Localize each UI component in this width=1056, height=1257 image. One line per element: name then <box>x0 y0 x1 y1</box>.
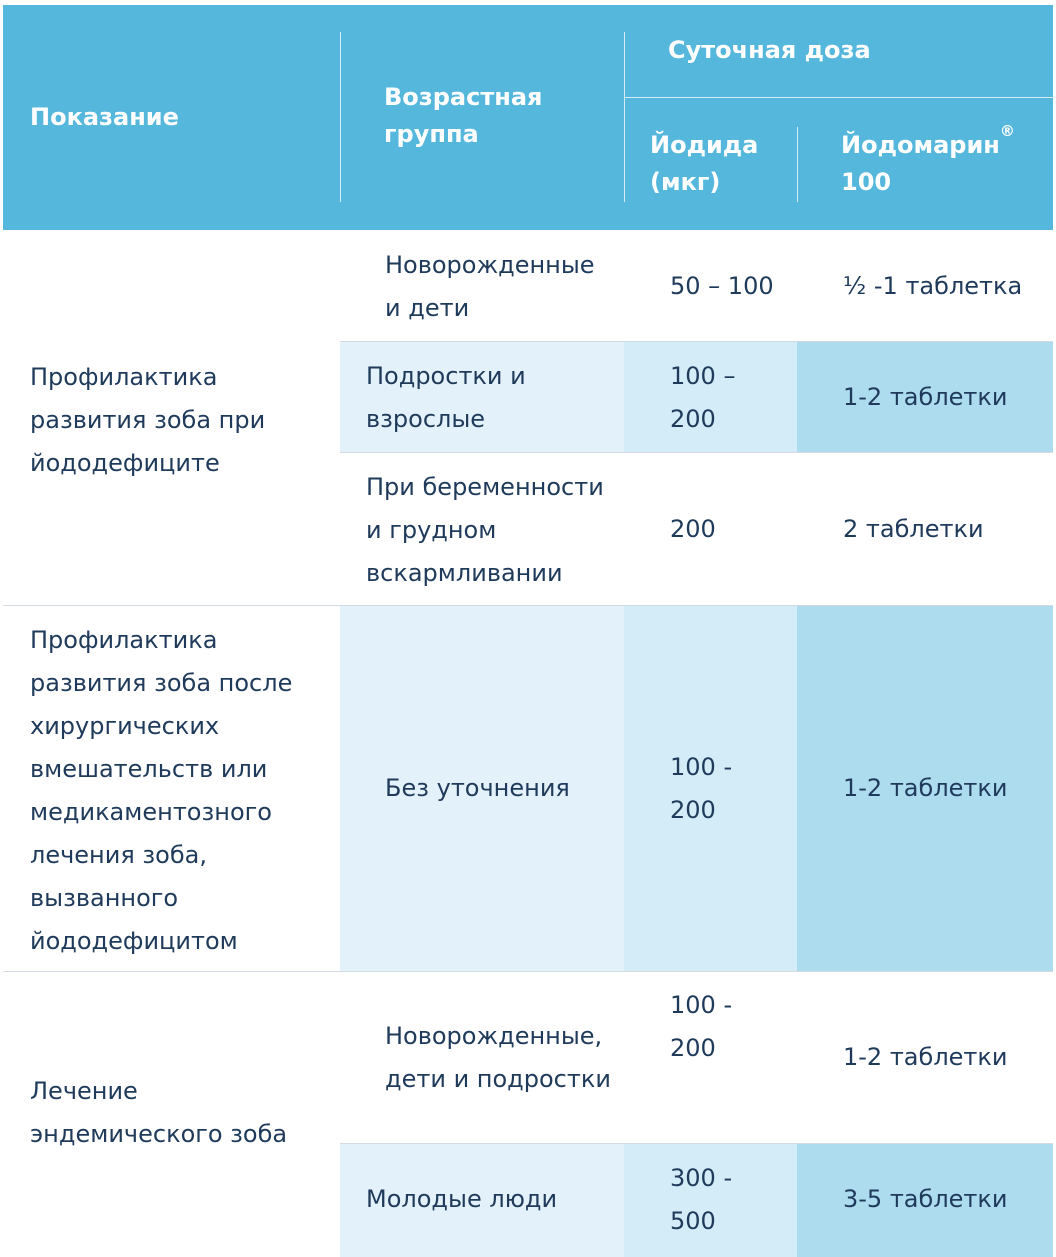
header-daily-dose: Суточная доза <box>668 36 871 64</box>
dose-cell: 1-2 таблетки <box>843 774 1008 802</box>
header-iodomarin: Йодомарин® 100 <box>841 122 1015 196</box>
indication-cell: Лечение эндемического зоба <box>30 1077 288 1148</box>
table-header <box>3 5 1053 230</box>
header-indication: Показание <box>30 103 179 131</box>
row-separator <box>340 341 1053 342</box>
age-group-cell: Молодые люди <box>366 1185 558 1213</box>
iodide-cell: 200 <box>670 515 716 543</box>
dose-cell: ½ -1 таблетка <box>843 272 1023 300</box>
dose-cell: 1-2 таблетки <box>843 1043 1008 1071</box>
registered-mark: ® <box>999 122 1015 140</box>
row-separator <box>340 1143 1053 1144</box>
dose-cell: 2 таблетки <box>843 515 984 543</box>
header-subdivider <box>624 97 1053 98</box>
header-divider <box>340 32 341 202</box>
header-age-group: Возрастная группа <box>384 83 543 148</box>
indication-cell: Профилактика развития зоба после хирургических вмешательств или медикаментозного лечения зоба, вызванного йододефицитом <box>30 626 293 955</box>
age-group-cell: При беременности и грудном вскармливании <box>366 473 604 587</box>
header-iodide: Йодида (мкг) <box>650 131 759 196</box>
iodide-cell: 100 - 200 <box>670 753 733 824</box>
header-divider <box>624 32 625 202</box>
age-group-cell: Без уточнения <box>385 774 570 802</box>
header-divider <box>797 127 798 202</box>
row-separator <box>340 452 1053 453</box>
group-separator <box>3 605 1053 606</box>
iodide-cell: 50 – 100 <box>670 272 774 300</box>
table-body <box>3 230 1053 1257</box>
iodide-cell: 100 - 200 <box>670 991 733 1062</box>
dose-cell: 1-2 таблетки <box>843 383 1008 411</box>
iodide-cell: 300 - 500 <box>670 1164 733 1235</box>
age-group-cell: Новорожденные, дети и подростки <box>385 1022 611 1093</box>
indication-cell: Профилактика развития зоба при йододефиците <box>30 363 266 477</box>
age-group-cell: Подростки и взрослые <box>366 362 526 433</box>
age-group-cell: Новорожденные и дети <box>385 251 595 322</box>
dose-cell: 3-5 таблетки <box>843 1185 1008 1213</box>
group-separator <box>3 971 1053 972</box>
iodide-cell: 100 – 200 <box>670 362 736 433</box>
